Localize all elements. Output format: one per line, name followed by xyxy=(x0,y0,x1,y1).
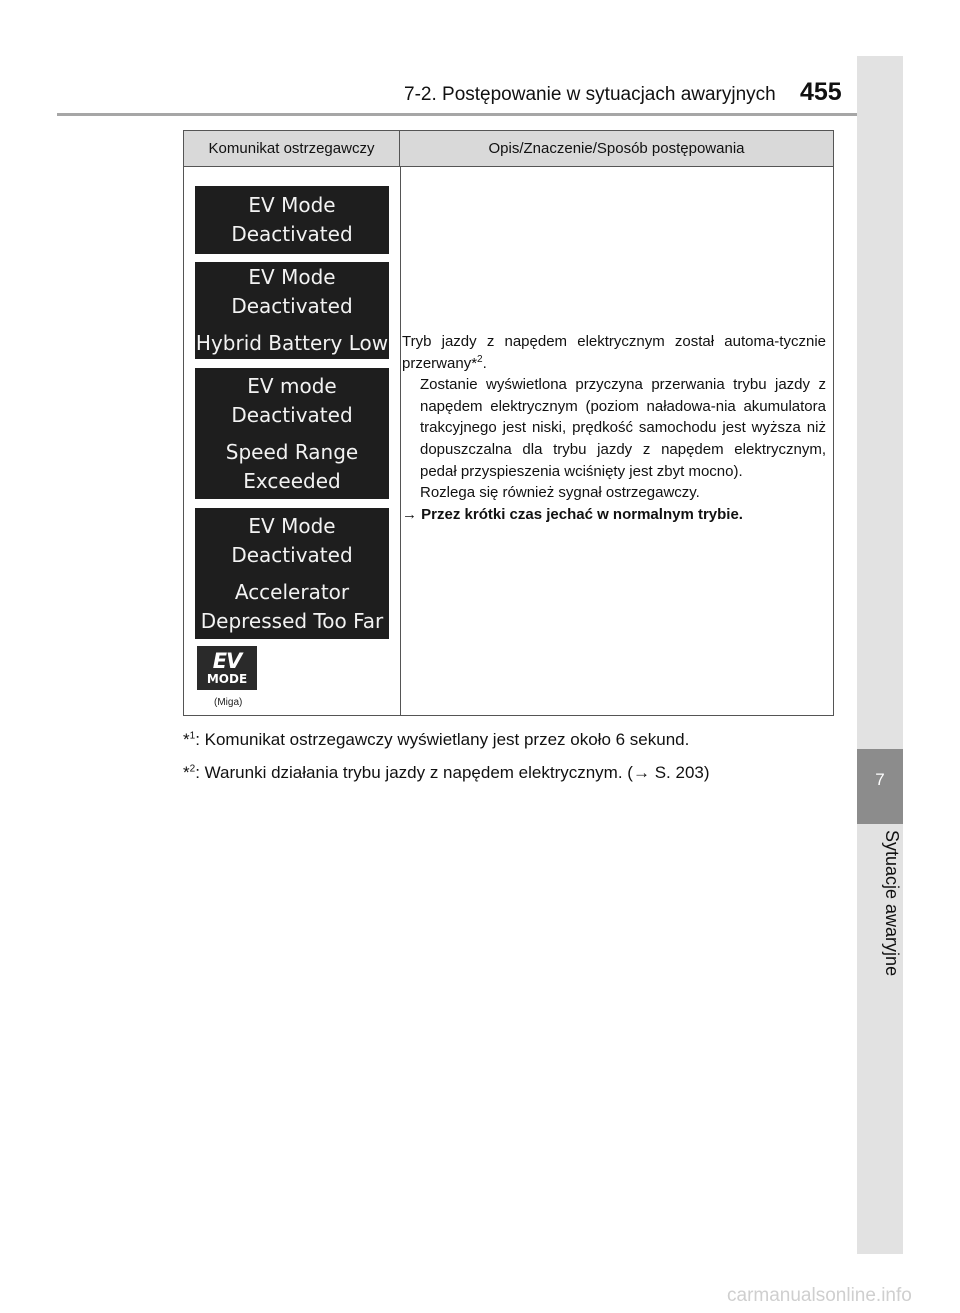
display-line: Deactivated xyxy=(231,294,353,318)
display-line: Hybrid Battery Low xyxy=(195,331,389,355)
display-line: Speed Range xyxy=(225,439,359,464)
display-line: Exceeded xyxy=(243,468,341,493)
footnote-text: : Warunki działania trybu jazdy z napędem elektrycznym. ( xyxy=(195,763,633,782)
display-line: EV Mode xyxy=(248,265,336,289)
col-header-description: Opis/Znaczenie/Sposób postępowania xyxy=(400,131,833,167)
ev-icon-text: EV xyxy=(212,649,242,673)
arrow-icon: → xyxy=(632,763,650,782)
display-accelerator-depressed xyxy=(195,508,389,639)
display-line: EV Mode xyxy=(248,513,336,538)
page-reference-link[interactable]: S. 203) xyxy=(654,763,710,782)
column-divider xyxy=(400,167,401,715)
footnote-sup: 2 xyxy=(189,763,196,775)
display-ev-mode-deactivated xyxy=(195,186,389,254)
footnote-1 xyxy=(183,730,689,750)
footnote-ref: 2 xyxy=(477,353,483,365)
description-cause: Zostanie wyświetlona przyczyna przerwania trybu jazdy z napędem elektrycznym (poziom naładowa-nia akumulatora trakcyjnego jest niski, prędkość samochodu jest wyższa niż dopuszczalna dla trybu jazdy z napędem elektrycznym, pedał przyspieszenia wciśnięty jest zbyt mocno). xyxy=(420,376,826,480)
footnote-mark: * xyxy=(183,763,190,782)
display-line: Accelerator xyxy=(234,579,350,604)
chapter-label: Sytuacje awaryjne xyxy=(882,830,902,977)
intro-text: Tryb jazdy z napędem elektrycznym został automa-tycznie przerwany* xyxy=(402,333,826,372)
intro-end: . xyxy=(482,354,487,372)
watermark: carmanualsonline.info xyxy=(727,1285,912,1306)
ev-icon-mode-text: MODE xyxy=(206,672,248,686)
arrow-icon: → xyxy=(402,505,417,523)
display-speed-range-exceeded xyxy=(195,368,389,499)
chapter-side-tab xyxy=(857,56,903,1254)
description-action xyxy=(402,504,826,526)
warning-message-table xyxy=(183,130,834,716)
display-line: Deactivated xyxy=(231,222,353,246)
display-line: EV Mode xyxy=(248,193,336,217)
description-intro xyxy=(402,331,826,374)
action-text: Przez krótki czas jechać w normalnym trybie. xyxy=(421,505,743,523)
header-rule xyxy=(57,113,903,116)
display-line: EV mode xyxy=(247,373,337,398)
footnote-sup: 1 xyxy=(189,730,196,742)
description-cell xyxy=(402,331,826,525)
footnote-text: : Komunikat ostrzegawczy wyświetlany jest przez około 6 sekund. xyxy=(195,730,690,749)
display-hybrid-battery-low xyxy=(195,262,389,359)
ev-mode-indicator-icon xyxy=(197,646,257,690)
description-buzzer: Rozlega się również sygnał ostrzegawczy. xyxy=(420,484,700,502)
section-title: 7-2. Postępowanie w sytuacjach awaryjnych xyxy=(404,84,776,105)
col-header-message: Komunikat ostrzegawczy xyxy=(184,131,400,167)
indicator-caption: (Miga) xyxy=(214,697,243,708)
display-line: Deactivated xyxy=(231,542,353,567)
chapter-number: 7 xyxy=(875,770,885,789)
display-line: Depressed Too Far xyxy=(200,608,384,633)
footnote-2 xyxy=(183,763,710,783)
page-number: 455 xyxy=(800,78,842,106)
display-line: Deactivated xyxy=(231,402,353,427)
footnote-mark: * xyxy=(183,730,190,749)
